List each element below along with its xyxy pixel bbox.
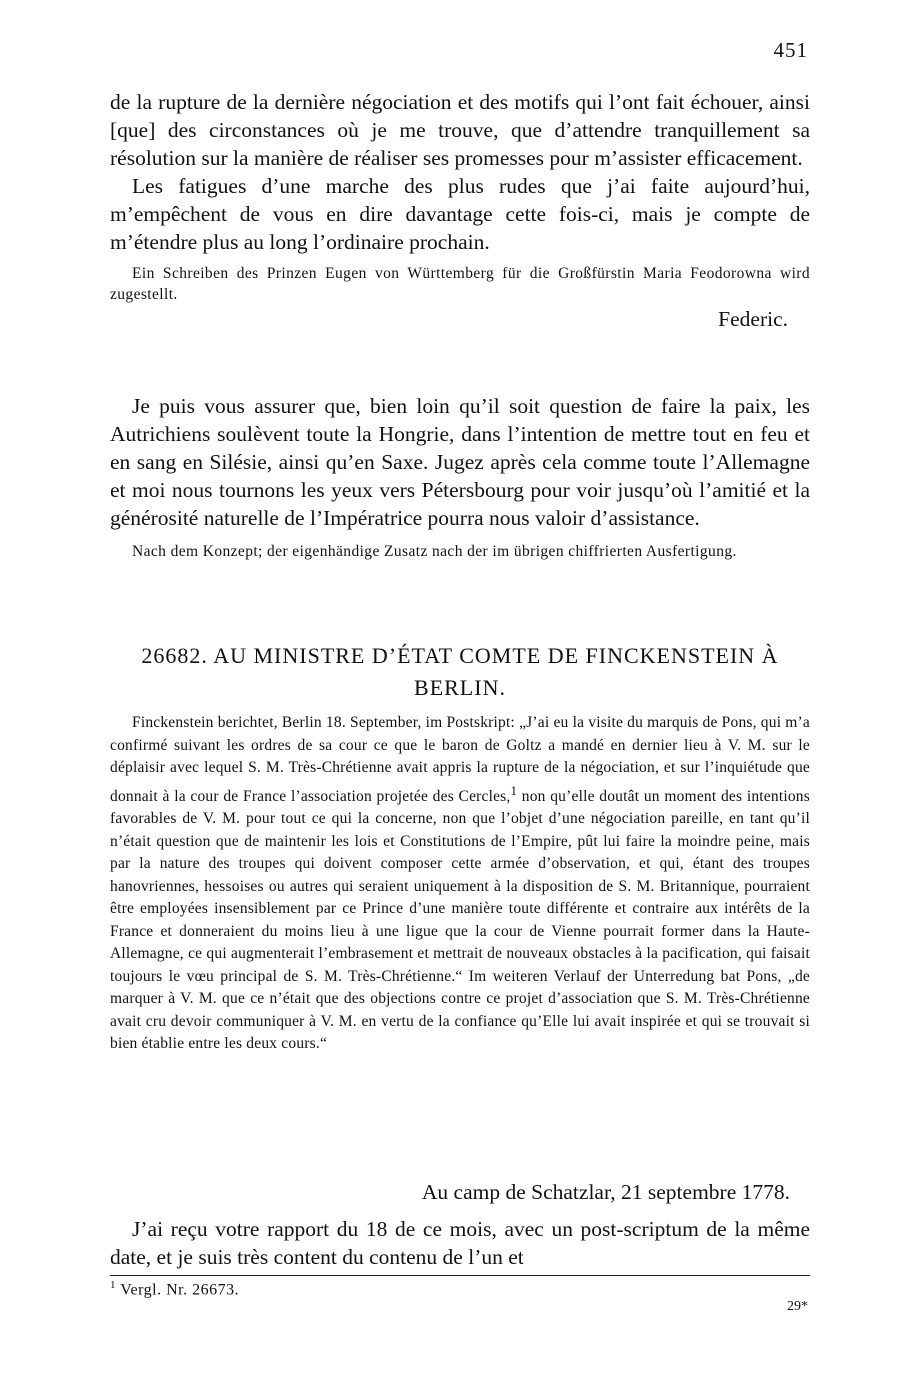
footnote-divider	[110, 1275, 810, 1276]
editor-note: Ein Schreiben des Prinzen Eugen von Württemberg für die Großfürstin Maria Feodorowna wird zugestellt.	[110, 265, 810, 303]
sheet-signature-mark: 29*	[787, 1299, 808, 1314]
letter-paragraph: Les fatigues d’une marche des plus rudes que j’ai faite aujourd’hui, m’empêchent de vous en dire davantage cette fois-ci, mais je compte de m’étendre plus au long l’ordinaire prochain.	[110, 174, 810, 254]
letter-closing-section	[110, 88, 810, 332]
summary-text: Finckenstein berichtet, Berlin 18. September, im Postskript: „J’ai eu la visite du marquis de Pons, qui m’a confirmé suivant les ordres de sa cour ce que le baron de Goltz a mandé en dernier lieu à V. M. sur le déplaisir avec lequel S. M. Très-Chrétienne avait appris la rupture de la négociation, et sur l’inquiétude que donnait à la cour de France l’association projetée des Cercles,	[110, 714, 810, 805]
postscript-paragraph: Je puis vous assurer que, bien loin qu’il soit question de faire la paix, les Autrichiens soulèvent toute la Hongrie, dans l’intention de mettre tout en feu et en sang en Silésie, ainsi qu’en Saxe. Jugez après cela comme toute l’Allemagne et moi nous tournons les yeux vers Pétersbourg pour voir jusqu’où l’amitié et la générosité naturelle de l’Impératrice pourra nous valoir d’assistance.	[110, 394, 810, 530]
footnote-marker: 1	[510, 782, 518, 798]
letter-heading-line: 26682. AU MINISTRE D’ÉTAT COMTE DE FINCKENSTEIN À	[141, 643, 779, 668]
letter-body	[110, 1180, 810, 1271]
letter-heading	[110, 640, 810, 704]
postscript-section	[110, 392, 810, 562]
source-note: Nach dem Konzept; der eigenhändige Zusatz nach der im übrigen chiffrierten Ausfertigung.	[132, 543, 737, 560]
letter-paragraph: de la rupture de la dernière négociation et des motifs qui l’ont fait échouer, ainsi [que] des circonstances où je me trouve, que d’attendre tranquillement sa résolution sur la manière de réaliser ses promesses pour m’assister efficacement.	[110, 90, 810, 170]
signature: Federic.	[718, 307, 788, 331]
dateline: Au camp de Schatzlar, 21 septembre 1778.	[421, 1180, 790, 1204]
footnote-number: 1	[110, 1279, 116, 1291]
summary-paragraph	[110, 712, 810, 1056]
summary-text-continued: non qu’elle doutât un moment des intentions favorables de V. M. pour tout ce qui la concerne, non que l’objet d’une négociation pareille, en tant qu’il n’était question que de maintenir les lois et Constitutions de l’Empire, pût lui faire la moindre peine, mais par la nature des troupes qui doivent composer cette armée d’observation, et qui, étant des troupes hanovriennes, hessoises ou autres qui seraient uniquement à la disposition de S. M. Britannique, pourraient être employées insensiblement par ce Prince d’une manière toute différente et contraire aux intérêts de la France et donneraient du moins lieu à une ligue que la cour de Vienne pourrait former dans la Haute-Allemagne, ce qui augmenterait l’embrasement et mettrait de nouveaux obstacles à la pacification, qui faisait toujours le vœu principal de S. M. Très-Chrétienne.“ Im weiteren Verlauf der Unterredung bat Pons, „de marquer à V. M. que ce n’était que des objections contre ce projet d’association que S. M. Très-Chrétienne avait cru devoir communiquer à V. M. en vertu de la confiance qu’Elle lui avait inspirée et qui se trouvait si bien établie entre les deux cours.“	[110, 787, 810, 1053]
letter-heading-line: BERLIN.	[414, 675, 506, 700]
letter-body-paragraph: J’ai reçu votre rapport du 18 de ce mois, avec un post-scriptum de la même date, et je suis très content du contenu de l’un et	[110, 1217, 810, 1269]
report-summary	[110, 712, 810, 1056]
page-number: 451	[773, 38, 808, 62]
footnote	[110, 1279, 239, 1299]
footnote-text: Vergl. Nr. 26673.	[116, 1281, 240, 1299]
